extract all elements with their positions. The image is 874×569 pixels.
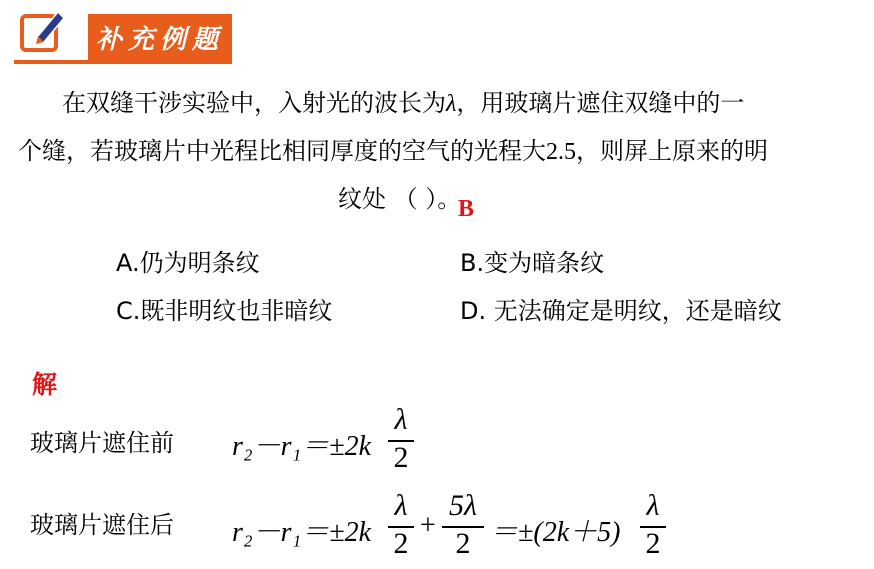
answer-mark: B bbox=[458, 196, 475, 222]
question-line-2: 个缝，若玻璃片中光程比相同厚度的空气的光程大2.5，则屏上原来的明 bbox=[18, 137, 768, 165]
question-line-3: 纹处 （ ）。 bbox=[338, 185, 462, 213]
equation-after-right: ＝±(2k＋5) bbox=[490, 517, 621, 548]
header-underline bbox=[14, 60, 232, 64]
plus-sign: + bbox=[420, 510, 436, 541]
fraction-lambda-over-2-b: λ 2 bbox=[638, 490, 668, 562]
option-d: D. 无法确定是明纹，还是暗纹 bbox=[460, 297, 782, 325]
header bbox=[0, 0, 874, 70]
solution-label: 解 bbox=[32, 370, 58, 399]
fraction-5lambda-over-2: 5λ 2 bbox=[440, 490, 486, 562]
after-cover-label: 玻璃片遮住后 bbox=[30, 511, 174, 539]
question-line-1: 在双缝干涉实验中，入射光的波长为λ，用玻璃片遮住双缝中的一 bbox=[62, 89, 745, 117]
before-cover-label: 玻璃片遮住前 bbox=[30, 429, 174, 457]
equation-after-left: r₂－r₁＝±2k bbox=[232, 517, 372, 548]
section-title-banner: 补充例题 bbox=[88, 14, 232, 60]
option-c: C.既非明纹也非暗纹 bbox=[116, 297, 333, 325]
pencil-edit-icon bbox=[18, 6, 68, 56]
option-b: B.变为暗条纹 bbox=[460, 249, 605, 277]
fraction-lambda-over-2: λ 2 bbox=[386, 404, 416, 476]
fraction-lambda-over-2-a: λ 2 bbox=[386, 490, 416, 562]
option-a: A.仍为明条纹 bbox=[116, 249, 260, 277]
equation-before-left: r₂－r₁＝±2k bbox=[232, 431, 372, 462]
